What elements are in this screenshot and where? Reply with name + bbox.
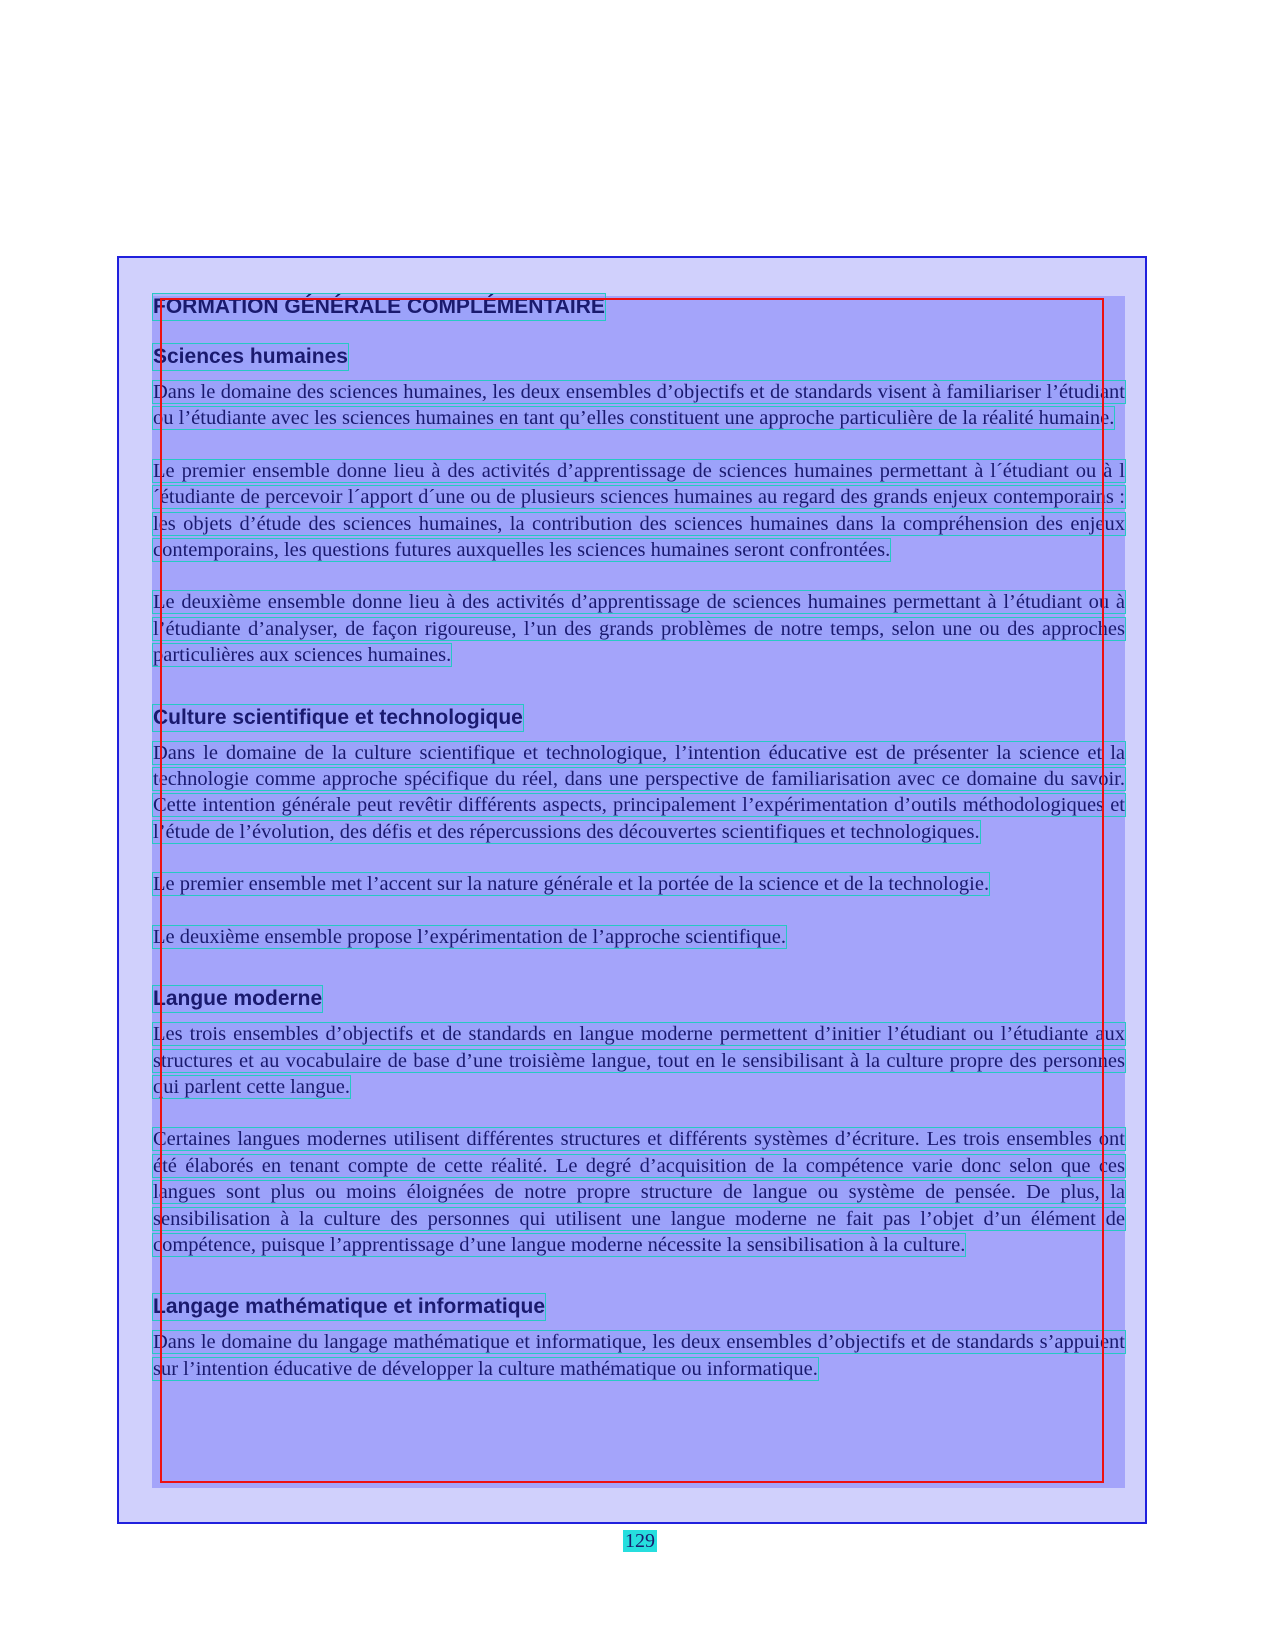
paragraph: Le deuxième ensemble propose l’expérimentation de l’approche scientifique.: [153, 925, 786, 948]
paragraph: Le deuxième ensemble donne lieu à des activités d’apprentissage de sciences humaines permettant à l’étudiant ou à l’étudiante d’analyser, de façon rigoureuse, l’un des grands problèmes de notre temps, selon une ou des approches particulières aux sciences humaines.: [153, 591, 1125, 667]
paragraph: Les trois ensembles d’objectifs et de standards en langue moderne permettent d’initier l’étudiant ou l’étudiante aux structures et au vocabulaire de base d’une troisième langue, tout en le sensibilisant à la culture propre des personnes qui parlent cette langue.: [153, 1023, 1125, 1098]
paragraph: Dans le domaine du langage mathématique et informatique, les deux ensembles d’objectifs et de standards s’appuient sur l’intention éducative de développer la culture mathématique ou informatique.: [153, 1331, 1125, 1380]
page-number: 129: [625, 1530, 655, 1552]
paragraph: Dans le domaine de la culture scientifique et technologique, l’intention éducative est de présenter la science et la technologie comme approche spécifique du réel, dans une perspective de familiarisation avec ce domaine du savoir. Cette intention générale peut revêtir différents aspects, principalement l’expérimentation d’outils méthodologiques et l’étude de l’évolution, des défis et des répercussions des découvertes scientifiques et technologiques.: [153, 741, 1125, 843]
document-title: FORMATION GÉNÉRALE COMPLÉMENTAIRE: [153, 295, 605, 318]
paragraph: Certaines langues modernes utilisent différentes structures et différents systèmes d’écriture. Les trois ensembles ont été élaborés en tenant compte de cette réalité. Le degré d’acquisition de la compétence varie donc selon que ces langues sont plus ou moins éloignées de notre propre structure de langue ou système de pensée. De plus, la sensibilisation à la culture des personnes qui utilisent une langue moderne ne fait pas l’objet d’un élément de compétence, puisque l’apprentissage d’une langue moderne nécessite la sensibilisation à la culture.: [153, 1128, 1125, 1256]
paragraph: Le premier ensemble donne lieu à des activités d’apprentissage de sciences humaines permettant à l´étudiant ou à l´étudiante de percevoir l´apport d´une ou de plusieurs sciences humaines au regard des grands enjeux contemporains : les objets d’étude des sciences humaines, la contribution des sciences humaines dans la compréhension des enjeux contemporains, les questions futures auxquelles les sciences humaines seront confrontées.: [153, 459, 1125, 562]
document-body: [153, 294, 1125, 1382]
section-heading-langage-mathematique: Langage mathématique et informatique: [153, 1295, 546, 1319]
section-heading-langue-moderne: Langue moderne: [153, 987, 323, 1011]
section-heading-culture-scientifique: Culture scientifique et technologique: [153, 705, 523, 729]
section-heading-sciences-humaines: Sciences humaines: [153, 345, 348, 368]
paragraph: Le premier ensemble met l’accent sur la nature générale et la portée de la science et de la technologie.: [153, 873, 990, 896]
paragraph: Dans le domaine des sciences humaines, les deux ensembles d’objectifs et de standards visent à familiariser l’étudiant ou l’étudiante avec les sciences humaines en tant qu’elles constituent une approche particulière de la réalité humaine.: [153, 381, 1125, 430]
